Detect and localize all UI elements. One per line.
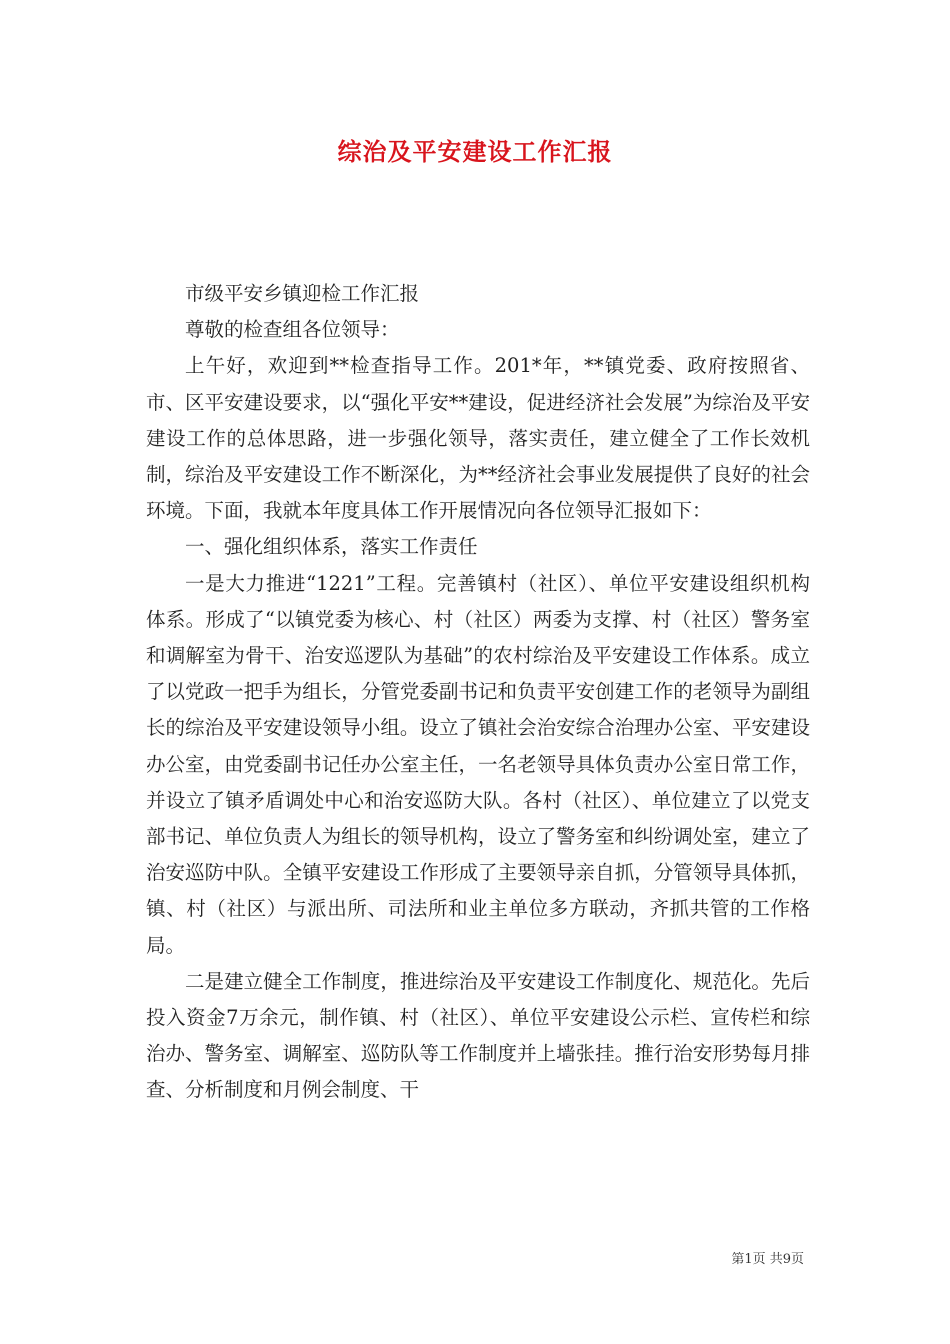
page-number: 第1页 共9页 [731,1252,804,1267]
paragraph-point-1: 一是大力推进“1221”工程。完善镇村（社区）、单位平安建设组织机构体系。形成了“以镇党委为核心、村（社区）两委为支撑、村（社区）警务室和调解室为骨干、治安巡逻队为基础”的农村综治及平安建设工作体系。成立了以党政一把手为组长，分管党委副书记和负责平安创建工作的老领导为副组长的综治及平安建设领导小组。设立了镇社会治安综合治理办公室、平安建设办公室，由党委副书记任办公室主任，一名老领导具体负责办公室日常工作，并设立了镇矛盾调处中心和治安巡防大队。各村（社区）、单位建立了以党支部书记、单位负责人为组长的领导机构，设立了警务室和纠纷调处室，建立了治安巡防中队。全镇平安建设工作形成了主要领导亲自抓，分管领导具体抓，镇、村（社区）与派出所、司法所和业主单位多方联动，齐抓共管的工作格局。 [146,571,810,957]
document-body [146,276,810,1109]
paragraph-point-2: 二是建立健全工作制度，推进综治及平安建设工作制度化、规范化。先后投入资金7万余元，制作镇、村（社区）、单位平安建设公示栏、宣传栏和综治办、警务室、调解室、巡防队等工作制度并上墙张挂。推行治安形势每月排查、分析制度和月例会制度、干 [146,969,810,1102]
paragraph-intro: 上午好，欢迎到**检查指导工作。201*年，**镇党委、政府按照省、市、区平安建设要求，以“强化平安**建设，促进经济社会发展”为综治及平安建设工作的总体思路，进一步强化领导，落实责任，建立健全了工作长效机制，综治及平安建设工作不断深化，为**经济社会事业发展提供了良好的社会环境。下面，我就本年度具体工作开展情况向各位领导汇报如下： [146,354,810,523]
document-title: 综治及平安建设工作汇报 [337,137,613,166]
paragraph-salutation: 尊敬的检查组各位领导： [185,318,400,342]
paragraph-subtitle: 市级平安乡镇迎检工作汇报 [185,282,420,305]
section-heading-1: 一、强化组织体系，落实工作责任 [185,535,478,559]
